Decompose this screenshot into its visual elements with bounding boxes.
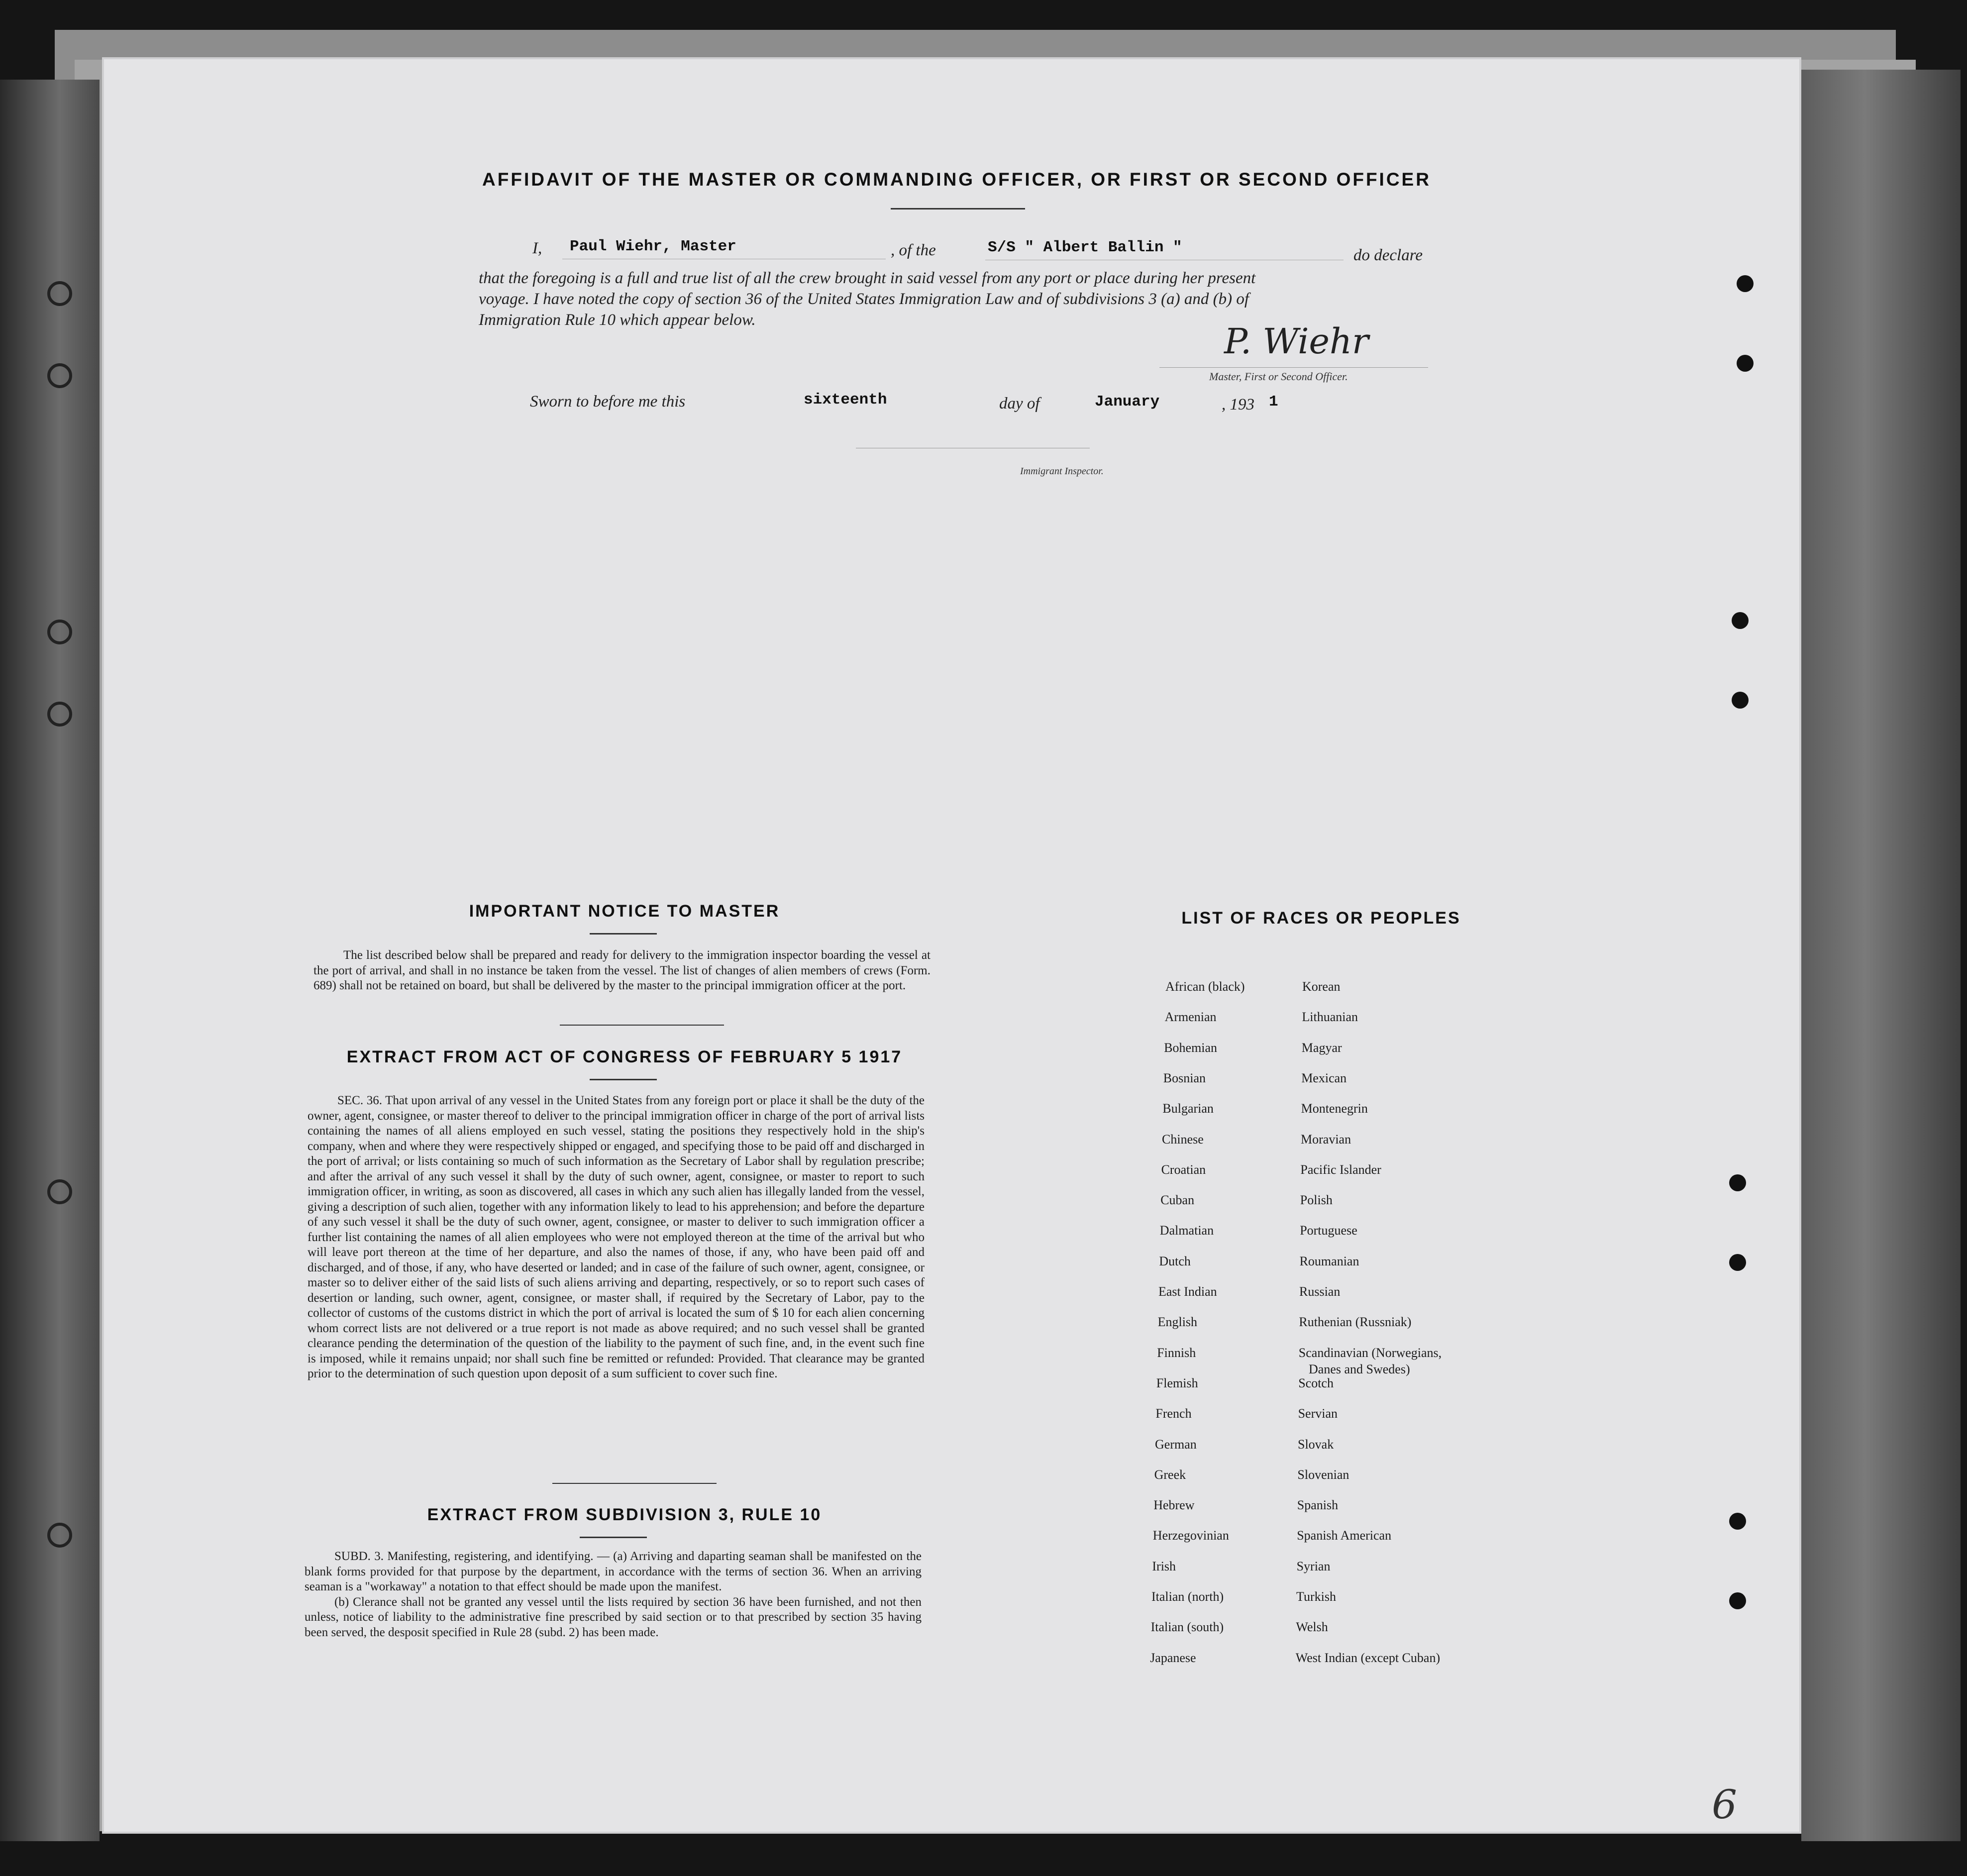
affidavit-line-2: that the foregoing is a full and true list of all the crew brought in said vessel from any port or place during her present <box>479 269 1256 287</box>
act-extract-text: SEC. 36. That upon arrival of any vessel in the United States from any foreign port or place it shall be the duty of the owner, agent, consignee, or master thereof to deliver to the principal immigration officer in charge of the port of arrival lists containing the names of all aliens employed en such vessel, stating the positions they respectively hold in the ship's company, when and where they were respectively shipped or engaged, and specifying those to be paid off and discharged in the port of arrival; or lists containing so much of such information as the Secretary of Labor shall by regulation prescribe; and after the arrival of any such vessel it shall by the duty of such owner, agent, consignee, or master to report to such immigration officer, in writing, as soon as discovered, all cases in which any such alien has illegally landed from the vessel, giving a description of such alien, together with any information likely to lead to his apprehension; and before the departure of any such vessel it shall be the duty of such owner, agent, consignee, or master to deliver to such immigration officer a further list containing the names of all alien employees who were not employed thereon at the time of the arrival but who will leave port thereon at the time of her departure, and also the names of those, if any, who have been paid off and discharged, and of those, if any, who have deserted or landed; and in case of the failure of such owner, agent, consignee, or master so to deliver either of the said lists of such aliens arriving and departing, respectively, or so to report such cases of desertion or landing, such owner, agent, consignee, or master shall, if required by the Secretary of Labor, pay to the collector of customs of the customs district in which the port of arrival is located the sum of $ 10 for each alien concerning whom correct lists are not delivered or a true report is not made as above required; and no such vessel shall be granted clearance pending the determination of the question of the liability to the payment of such fine, and, in the event such fine is imposed, while it remains unpaid; nor shall such fine be remitted or refunded: Provided. That clearance may be granted prior to the determination of such question upon deposit of a sum sufficient to cover such fine. <box>308 1094 925 1380</box>
race-item: Portuguese <box>1300 1223 1357 1238</box>
binder-ring-icon <box>47 281 72 306</box>
race-item: Greek <box>1154 1467 1186 1482</box>
race-item: Dutch <box>1159 1253 1191 1268</box>
race-item: Scotch <box>1298 1375 1334 1390</box>
i-label: I, <box>532 239 542 257</box>
race-item: African (black) <box>1165 979 1245 994</box>
race-item: Scandinavian (Norwegians, <box>1298 1345 1442 1360</box>
race-item: Russian <box>1299 1284 1341 1299</box>
race-item: Cuban <box>1160 1193 1195 1208</box>
signer-title: Master, First or Second Officer. <box>1209 370 1348 383</box>
race-item: Japanese <box>1150 1650 1196 1665</box>
race-item: Dalmatian <box>1159 1223 1214 1238</box>
subdivision-title: EXTRACT FROM SUBDIVISION 3, RULE 10 <box>427 1505 822 1524</box>
binder-ring-icon <box>47 363 72 388</box>
race-item: West Indian (except Cuban) <box>1295 1650 1441 1665</box>
race-item: Spanish <box>1297 1498 1339 1513</box>
races-title: LIST OF RACES OR PEOPLES <box>1181 909 1461 928</box>
sworn-day: sixteenth <box>804 391 887 409</box>
of-the-label: , of the <box>891 241 936 259</box>
affidavit-line-4: Immigration Rule 10 which appear below. <box>479 311 756 329</box>
adjacent-page-edge <box>1801 70 1961 1841</box>
binder-ring-icon <box>47 1179 72 1204</box>
race-item: Hebrew <box>1153 1498 1195 1513</box>
race-item: Flemish <box>1156 1375 1198 1390</box>
punch-hole-icon <box>1729 1174 1746 1191</box>
punch-hole-icon <box>1729 1513 1746 1530</box>
punch-hole-icon <box>1729 1254 1746 1271</box>
punch-hole-icon <box>1729 1592 1746 1609</box>
signature-line <box>1159 367 1428 368</box>
affidavit-title: AFFIDAVIT OF THE MASTER OR COMMANDING OFFICER, OR FIRST OR SECOND OFFICER <box>482 169 1431 190</box>
year-prefix: , 193 <box>1222 396 1254 414</box>
notice-text: The list described below shall be prepared and ready for delivery to the immigration inspector boarding the vessel at the port of arrival, and shall in no instance be taken from the vessel. The list of changes of alien members of crews (Form. 689) shall not be retained on board, but shall be delivered by the master to the principal immigration officer at the port. <box>313 948 931 992</box>
race-item: Polish <box>1300 1193 1333 1208</box>
race-item: Bosnian <box>1163 1070 1206 1085</box>
race-item: Turkish <box>1296 1589 1336 1604</box>
race-item: Syrian <box>1296 1559 1331 1573</box>
race-item: Slovak <box>1298 1437 1334 1452</box>
race-item: Pacific Islander <box>1300 1162 1381 1177</box>
race-item: Irish <box>1152 1559 1176 1573</box>
master-name: Paul Wiehr, Master <box>570 238 736 255</box>
race-item: French <box>1155 1406 1192 1421</box>
page-mark: 6 <box>1712 1781 1737 1828</box>
act-extract-title: EXTRACT FROM ACT OF CONGRESS OF FEBRUARY 5 1917 <box>346 1047 903 1066</box>
subdivision-underline <box>580 1537 647 1538</box>
binder-ring-icon <box>47 1523 72 1548</box>
binder-ring-icon <box>47 702 72 727</box>
punch-hole-icon <box>1737 355 1754 372</box>
vessel-name: S/S " Albert Ballin " <box>988 239 1182 256</box>
race-item: Italian (north) <box>1151 1589 1224 1604</box>
binder-left-edge <box>0 80 100 1841</box>
section-divider <box>560 1025 724 1026</box>
race-item: Finnish <box>1157 1345 1196 1360</box>
race-item: Herzegovinian <box>1152 1528 1229 1543</box>
race-item: Roumanian <box>1299 1253 1359 1268</box>
race-item: Bohemian <box>1164 1040 1218 1055</box>
title-underline <box>891 208 1025 209</box>
do-declare: do declare <box>1353 246 1423 264</box>
race-item: Slovenian <box>1297 1467 1349 1482</box>
inspector-label: Immigrant Inspector. <box>1020 466 1104 477</box>
race-item: Lithuanian <box>1302 1010 1358 1025</box>
notice-underline <box>590 933 657 935</box>
race-item: Italian (south) <box>1150 1620 1224 1635</box>
race-item: Spanish American <box>1297 1528 1392 1543</box>
race-item: Ruthenian (Russniak) <box>1299 1315 1412 1330</box>
binder-ring-icon <box>47 620 72 644</box>
race-item: Bulgarian <box>1162 1101 1214 1116</box>
race-item: Chinese <box>1162 1132 1204 1146</box>
race-item: Croatian <box>1161 1162 1206 1177</box>
race-item: Magyar <box>1301 1040 1342 1055</box>
race-item: English <box>1157 1315 1198 1330</box>
race-item: Korean <box>1302 979 1341 994</box>
notice-title: IMPORTANT NOTICE TO MASTER <box>469 902 780 921</box>
master-signature: P. Wiehr <box>1224 321 1369 362</box>
race-item: Armenian <box>1164 1010 1217 1025</box>
race-item: Moravian <box>1301 1132 1351 1146</box>
year-suffix: 1 <box>1269 393 1278 411</box>
sworn-label: Sworn to before me this <box>530 393 686 411</box>
sworn-month: January <box>1095 393 1160 411</box>
punch-hole-icon <box>1737 275 1754 292</box>
race-item: East Indian <box>1158 1284 1217 1299</box>
race-item: Montenegrin <box>1301 1101 1368 1116</box>
act-underline <box>590 1079 657 1080</box>
race-item: Servian <box>1298 1406 1338 1421</box>
affidavit-line-3: voyage. I have noted the copy of section 36 of the United States Immigration Law and of subdivisions 3 (a) and (b) of <box>479 290 1249 308</box>
punch-hole-icon <box>1732 692 1749 709</box>
section-divider <box>552 1483 717 1484</box>
race-item: German <box>1155 1437 1197 1452</box>
day-of-label: day of <box>999 395 1040 413</box>
race-item: Welsh <box>1296 1620 1328 1635</box>
punch-hole-icon <box>1732 612 1749 629</box>
race-item: Danes and Swedes) <box>1309 1362 1410 1376</box>
race-item: Mexican <box>1301 1070 1347 1085</box>
subdivision-text: SUBD. 3. Manifesting, registering, and identifying. — (a) Arriving and daparting seaman shall be manifested on the blank forms provided for that purpose by the department, in accordance with the terms of section 36. When an arriving seaman is a "workaway" a notation to that effect should be made upon the manifest. (b) Clerance shall not be granted any vessel until the lists required by section 36 have been furnished, and not then unless, notice of liability to the administrative fine prescribed by said section or to that prescribed by section 35 having been served, the desposit specified in Rule 28 (subd. 2) has been made. <box>305 1550 922 1639</box>
